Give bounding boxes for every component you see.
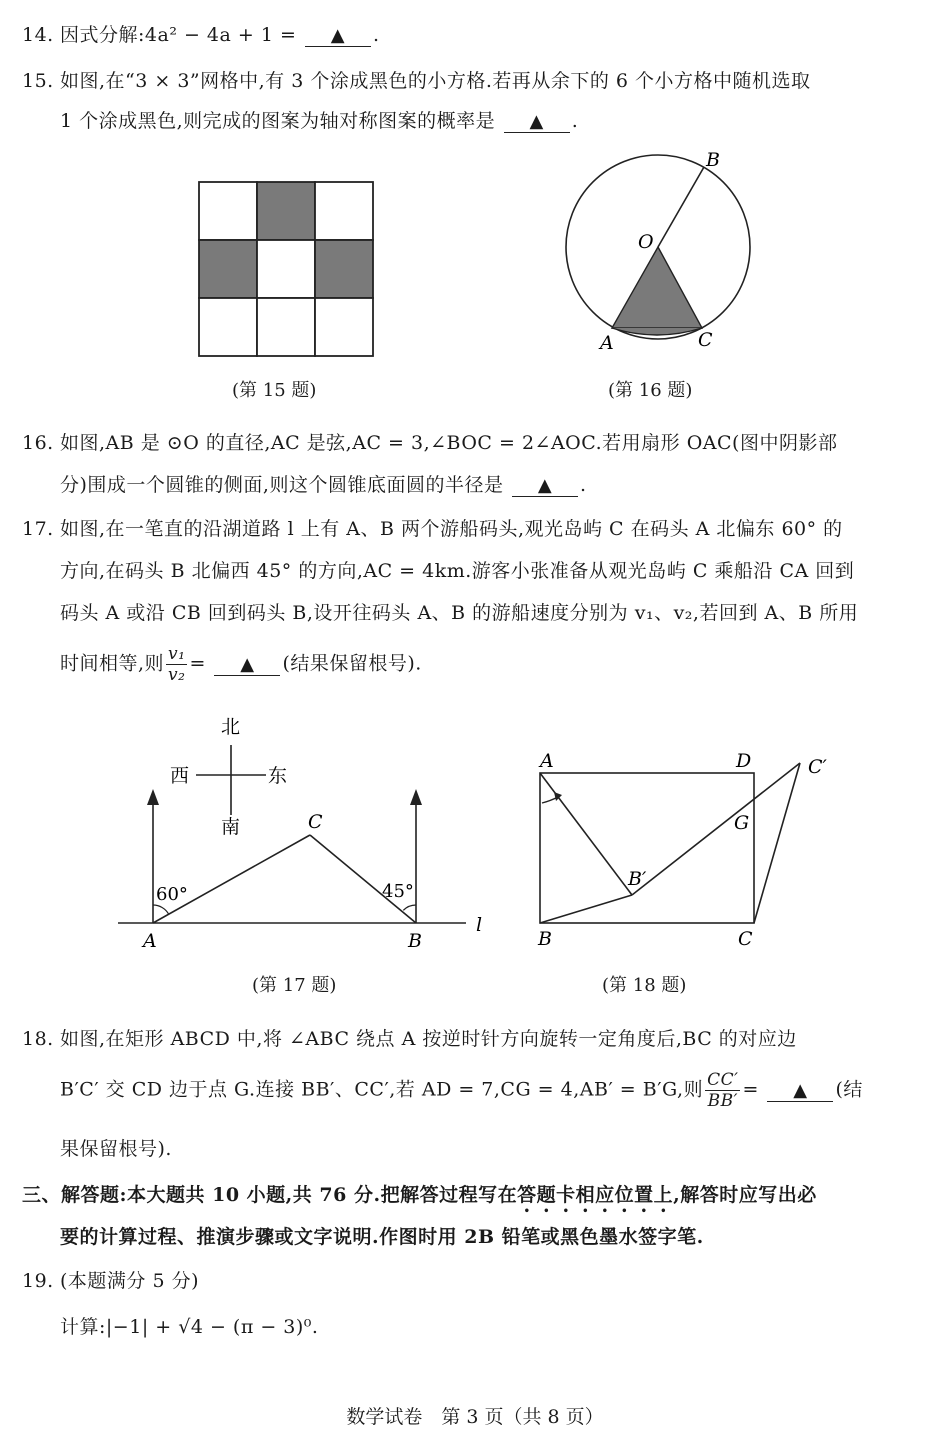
grid-cell (257, 240, 315, 298)
label-b-prime: B′ (628, 868, 647, 890)
question-19 (22, 1266, 199, 1293)
question-text: 如图,在一笔直的沿湖道路 l 上有 A、B 两个游船码头,观光岛屿 C 在码头 A 北偏东 60° 的 (60, 518, 843, 540)
question-text: 因式分解:4a² − 4a + 1 = (60, 24, 297, 46)
segment-ab1 (540, 773, 632, 895)
answer-blank (504, 111, 570, 133)
angle-60: 60° (156, 884, 188, 905)
label-c: C (308, 811, 323, 833)
grid-cell (315, 298, 373, 356)
triangle-icon: ▲ (240, 653, 255, 675)
question-19-expression: 计算:|−1| + √4 − (π − 3)⁰. (60, 1316, 319, 1338)
question-18 (22, 1024, 797, 1051)
triangle-icon: ▲ (529, 111, 544, 132)
grid-cell (199, 298, 257, 356)
label-l: l (476, 914, 483, 936)
fraction-cc-bb: $\frac{CC'}{BB'}$ (707, 1070, 739, 1111)
answer-blank (305, 25, 371, 47)
question-18-line2: B′C′ 交 CD 边于点 G.连接 BB′、CC′,若 AD = 7,CG = 4,AB′ = B′G,则 $\frac{CC'}{BB'}$ = ▲ (结 (60, 1070, 863, 1111)
compass-south: 南 (221, 816, 241, 838)
triangle-icon: ▲ (537, 475, 553, 496)
question-17-line2: 方向,在码头 B 北偏西 45° 的方向,AC = 4km.游客小张准备从观光岛屿 C 乘船沿 CA 回到 (60, 560, 855, 582)
compass-east: 东 (268, 765, 288, 787)
segment-cc1 (754, 763, 800, 923)
question-15 (22, 66, 811, 93)
question-number: 19. (22, 1270, 54, 1292)
figure-18-caption: (第 18 题) (602, 975, 687, 996)
question-number: 16. (22, 432, 54, 454)
label-c: C (698, 329, 713, 351)
grid-cell-shaded (257, 182, 315, 240)
emphasized-text: 答题卡相应位置上 (517, 1184, 674, 1206)
question-number: 14. (22, 24, 54, 46)
label-b: B (538, 928, 552, 950)
segment-cb (310, 835, 416, 923)
compass-west: 西 (170, 765, 190, 787)
label-b: B (408, 930, 422, 950)
page-footer: 数学试卷 第 3 页（共 8 页） (346, 1406, 604, 1428)
question-15-cont: 1 个涂成黑色,则完成的图案为轴对称图案的概率是 ▲ . (60, 110, 579, 132)
section-3-heading: 三、解答题:本大题共 10 小题,共 76 分.把解答过程写在答题卡相应位置上,解答时应写出必 (22, 1184, 817, 1206)
question-16 (22, 428, 837, 455)
section-3-line2: 要的计算过程、推演步骤或文字说明.作图时用 2B 铅笔或黑色墨水签字笔. (60, 1226, 704, 1248)
question-16-cont: 分)围成一个圆锥的侧面,则这个圆锥底面圆的半径是 ▲ . (60, 474, 587, 496)
figure-16-caption: (第 16 题) (608, 380, 693, 401)
answer-blank (512, 475, 578, 497)
question-18-line3: 果保留根号). (60, 1138, 172, 1160)
question-title: (本题满分 5 分) (60, 1270, 199, 1292)
grid-cell-shaded (315, 240, 373, 298)
angle-45: 45° (382, 881, 414, 902)
label-o: O (638, 231, 654, 253)
figure-17-caption: (第 17 题) (252, 975, 337, 996)
question-text: 如图,AB 是 ⊙O 的直径,AC 是弦,AC = 3,∠BOC = 2∠AOC.若用扇形 OAC(图中阴影部 (60, 432, 838, 454)
question-text: 如图,在“3 × 3”网格中,有 3 个涂成黑色的小方格.若再从余下的 6 个小方格中随机选取 (60, 70, 811, 92)
segment-ac (153, 835, 310, 923)
grid-cell (315, 182, 373, 240)
question-text: 如图,在矩形 ABCD 中,将 ∠ABC 绕点 A 按逆时针方向旋转一定角度后,BC 的对应边 (60, 1028, 797, 1050)
grid-cell (257, 298, 315, 356)
figure-16-circle (550, 142, 770, 357)
figure-17 (110, 705, 500, 950)
figure-15-caption: (第 15 题) (232, 380, 317, 401)
question-number: 17. (22, 518, 54, 540)
fraction-v1-v2: $\frac{\text{v₁}}{\text{v₂}}$ (168, 644, 186, 685)
answer-blank (214, 654, 280, 676)
question-14: 14. 因式分解:4a² − 4a + 1 = ▲ . (22, 24, 380, 46)
question-17-line3: 码头 A 或沿 CB 回到码头 B,设开往码头 A、B 的游船速度分别为 v₁、v₂,若回到 A、B 所用 (60, 602, 859, 624)
rectangle-abcd (540, 773, 754, 923)
label-a: A (600, 332, 614, 354)
answer-blank (767, 1080, 833, 1102)
question-number: 18. (22, 1028, 54, 1050)
figure-18 (528, 745, 848, 955)
grid-cell (199, 182, 257, 240)
question-17 (22, 514, 843, 541)
label-a: A (143, 930, 157, 950)
label-b: B (706, 149, 720, 171)
question-17-line4: 时间相等,则 $\frac{\text{v₁}}{\text{v₂}}$ = ▲ (结果保留根号). (60, 644, 422, 685)
label-d: D (736, 750, 752, 772)
label-c-prime: C′ (808, 756, 827, 778)
label-a: A (540, 750, 554, 772)
radius-ob (658, 167, 704, 247)
shaded-sector (612, 247, 702, 328)
question-number: 15. (22, 70, 54, 92)
triangle-icon: ▲ (793, 1079, 808, 1101)
figure-15-grid (198, 181, 376, 359)
segment-bb1 (540, 895, 632, 923)
triangle-icon: ▲ (330, 25, 346, 46)
label-c: C (738, 928, 753, 950)
compass-north: 北 (221, 716, 241, 738)
label-g: G (734, 812, 750, 834)
segment-b1c1 (632, 763, 800, 895)
grid-cell-shaded (199, 240, 257, 298)
